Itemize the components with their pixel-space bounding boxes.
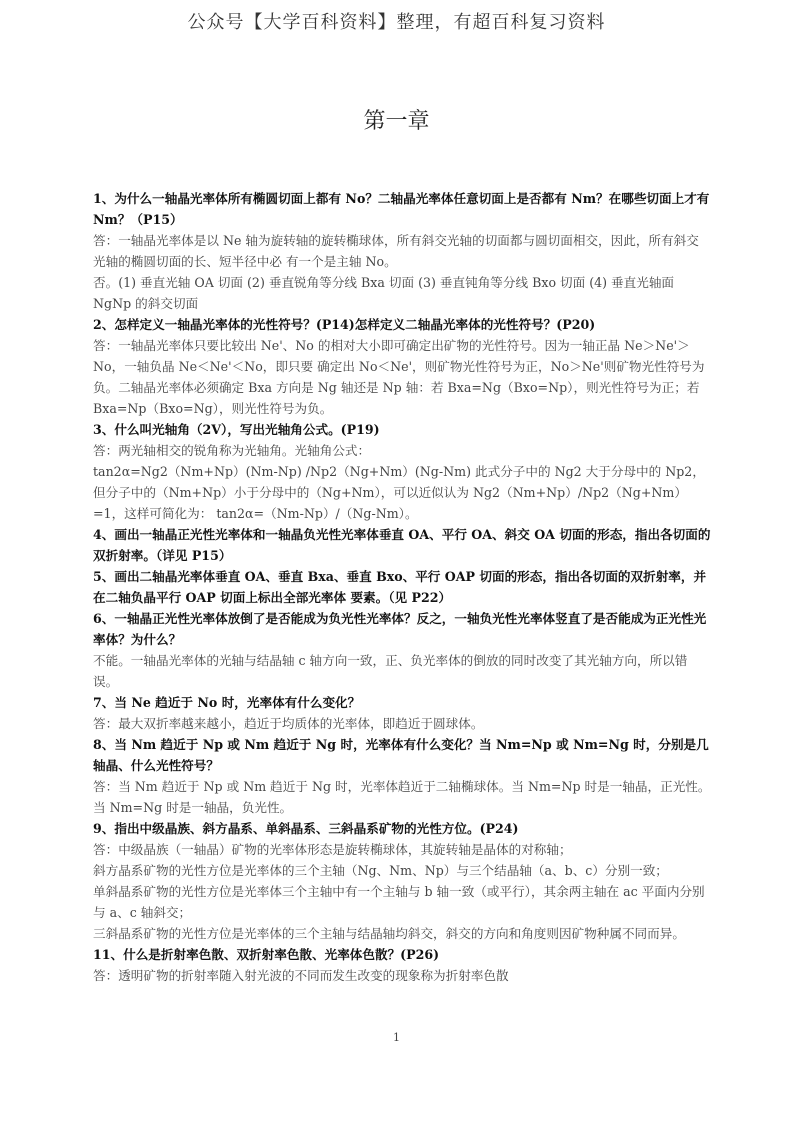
question-1: 1、为什么一轴晶光率体所有椭圆切面上都有 No？二轴晶光率体任意切面上是否都有 Nm？在哪些切面上才有 Nm？（P15）	[93, 191, 710, 227]
page-number: 1	[393, 1031, 400, 1044]
question-8: 8、当 Nm 趋近于 Np 或 Nm 趋近于 Ng 时，光率体有什么变化？当 Nm=Np 或 Nm=Ng 时，分别是几轴晶、什么光性符号？	[93, 737, 709, 773]
answer-3: 答：两光轴相交的锐角称为光轴角。光轴角公式：	[93, 443, 371, 458]
answer-1: 答：一轴晶光率体是以 Ne 轴为旋转轴的旋转椭球体，所有斜交光轴的切面都与圆切面相交，因此，所有斜交光轴的椭圆切面的长、短半径中必 有一个是主轴 No。	[93, 233, 699, 269]
answer-3-formula: tan2α=Ng2（Nm+Np）(Nm-Np) /Np2（Ng+Nm）(Ng-Nm) 此式分子中的 Ng2 大于分母中的 Np2，但分子中的（Nm+Np）小于分母中的（Ng+Nm），可以近似认为 Ng2（Nm+Np）/Np2（Ng+Nm）=1，这样可简化为： tan2α=（Nm-Np）/（Ng-Nm）。	[93, 464, 705, 521]
answer-9-orthorhombic: 斜方晶系矿物的光性方位是光率体的三个主轴（Ng、Nm、Np）与三个结晶轴（a、b、c）分别一致；	[93, 863, 668, 878]
question-5: 5、画出二轴晶光率体垂直 OA、垂直 Bxa、垂直 Bxo、平行 OAP 切面的形态，指出各切面的双折射率，并在二轴负晶平行 OAP 切面上标出全部光率体 要素。（见 P22）	[93, 569, 707, 605]
question-4: 4、画出一轴晶正光性光率体和一轴晶负光性光率体垂直 OA、平行 OA、斜交 OA 切面的形态，指出各切面的双折射率。（详见 P15）	[93, 527, 711, 563]
question-3: 3、什么叫光轴角（2V），写出光轴角公式。(P19)	[93, 422, 380, 437]
chapter-title: 第一章	[363, 109, 430, 134]
question-7: 7、当 Ne 趋近于 No 时，光率体有什么变化？	[93, 695, 361, 710]
answer-7: 答：最大双折率越来越小，趋近于均质体的光率体，即趋近于圆球体。	[93, 716, 484, 731]
answer-11: 答：透明矿物的折射率随入射光波的不同而发生改变的现象称为折射率色散	[93, 968, 509, 983]
answer-2: 答：一轴晶光率体只要比较出 Ne'、No 的相对大小即可确定出矿物的光性符号。因为一轴正晶 Ne＞Ne'＞No，一轴负晶 Ne＜Ne'＜No，即只要 确定出 No＜Ne'，则矿物光性符号为正，No＞Ne'则矿物光性符号为负。二轴晶光率体必须确定 Bxa 方向是 Ng 轴还是 Np 轴：若 Bxa=Ng（Bxo=Np），则光性符号为正；若 Bxa=Np（Bxo=Ng），则光性符号为负。	[93, 338, 705, 416]
question-6: 6、一轴晶正光性光率体放倒了是否能成为负光性光率体？反之，一轴负光性光率体竖直了是否能成为正光性光率体？为什么？	[93, 611, 707, 647]
document-body	[93, 188, 711, 986]
answer-9-triclinic: 三斜晶系矿物的光性方位是光率体的三个主轴与结晶轴均斜交，斜交的方向和角度则因矿物种属不同而异。	[93, 926, 685, 941]
header-banner: 公众号【大学百科资料】整理，有超百科复习资料	[187, 12, 606, 33]
question-9: 9、指出中级晶族、斜方晶系、单斜晶系、三斜晶系矿物的光性方位。(P24)	[93, 821, 519, 836]
answer-9-monoclinic: 单斜晶系矿物的光性方位是光率体三个主轴中有一个主轴与 b 轴一致（或平行），其余两主轴在 ac 平面内分别与 a、c 轴斜交；	[93, 884, 705, 920]
answer-8: 答：当 Nm 趋近于 Np 或 Nm 趋近于 Ng 时，光率体趋近于二轴椭球体。当 Nm=Np 时是一轴晶，正光性。当 Nm=Ng 时是一轴晶，负光性。	[93, 779, 711, 815]
answer-9: 答：中级晶族（一轴晶）矿物的光率体形态是旋转椭球体，其旋转轴是晶体的对称轴；	[93, 842, 572, 857]
answer-6: 不能。一轴晶光率体的光轴与结晶轴 c 轴方向一致，正、负光率体的倒放的同时改变了其光轴方向，所以错误。	[93, 653, 688, 689]
question-2: 2、怎样定义一轴晶光率体的光性符号？(P14)怎样定义二轴晶光率体的光性符号？(P20)	[93, 317, 596, 332]
question-11: 11、什么是折射率色散、双折射率色散、光率体色散？(P26)	[93, 947, 440, 962]
answer-1-part-2: 否。(1) 垂直光轴 OA 切面 (2) 垂直锐角等分线 Bxa 切面 (3) 垂直钝角等分线 Bxo 切面 (4) 垂直光轴面 NgNp 的斜交切面	[93, 275, 675, 311]
